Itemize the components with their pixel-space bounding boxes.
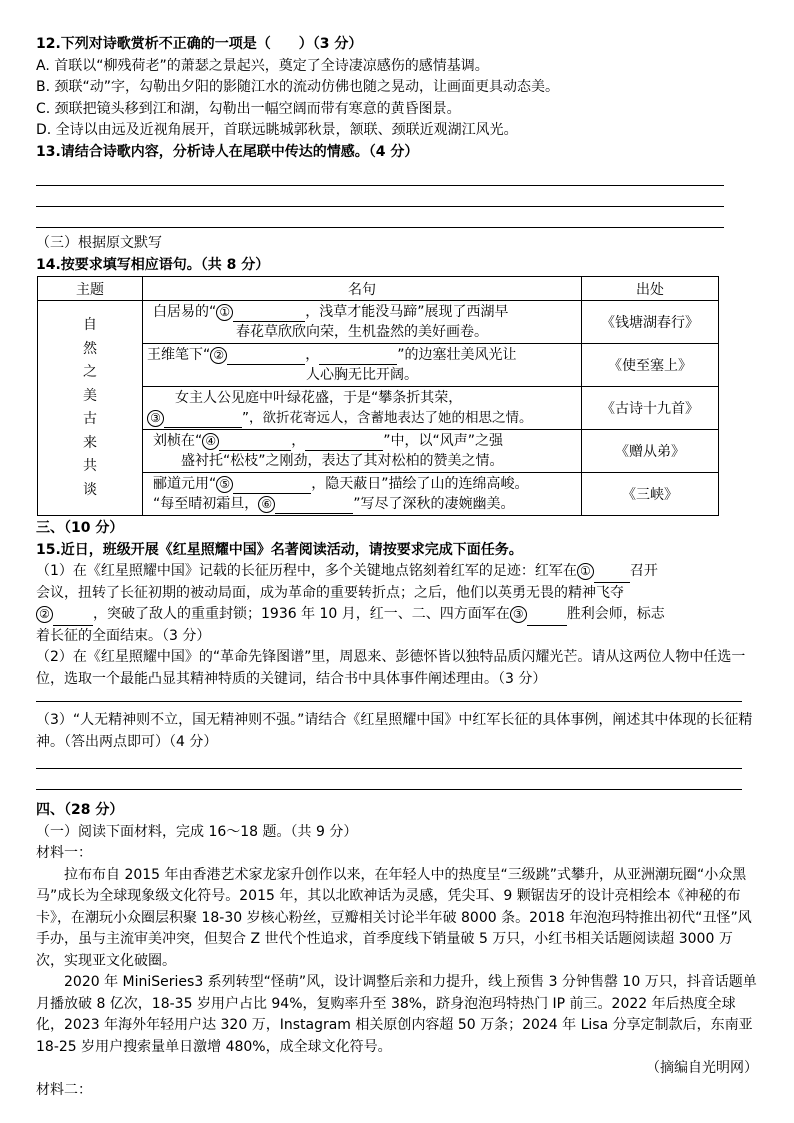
material-paragraph: 2020 年 MiniSeries3 系列转型“怪萌”风，设计调整后亲和力提升，线上预售 3 分钟售罄 10 万只，抖音话题单月播放破 8 亿次，18-35 岁用户占比 94%，复购率升至 38%，跻身泡泡玛特热门 IP 前三。2022 年后热度全球化，2023 年海外年轻用户达 320 万，Instagram 相关原创内容超 50 万条；2024 年 Lisa 分享定制款后，东南亚 18-25 岁用户搜索量单日激增 480%，成全球文化符号。 bbox=[36, 974, 757, 1055]
blank-3[interactable] bbox=[164, 412, 242, 428]
blank-2b[interactable] bbox=[319, 349, 397, 365]
q15-stem: 15.近日，班级开展《红星照耀中国》名著阅读活动，请按要求完成下面任务。 bbox=[36, 541, 523, 558]
topic-char: 谈 bbox=[83, 481, 97, 498]
blank-number: ⑤ bbox=[216, 476, 233, 493]
q15-part1: （1）在《红星照耀中国》记载的长征历程中，多个关键地点铭刻着红军的足迹：红军在 ① 召开 bbox=[36, 561, 758, 583]
source-cell: 《三峡》 bbox=[582, 473, 719, 516]
topic-char: 自 bbox=[83, 317, 97, 333]
sentence-cell: 郦道元用“ ⑤ ，隐天蔽日”描绘了山的连绵高峻。 “每至晴初霜旦， ⑥ ”写尽了深秋的凄婉幽美。 bbox=[143, 473, 582, 516]
q15-part3: （3）“人无精神则不立，国无精神则不强。”请结合《红星照耀中国》中红军长征的具体事例，阐述其中体现的长征精神。（答出两点即可）（4 分） bbox=[36, 712, 753, 750]
sentence-cell: 女主人公见庭中叶绿花盛，于是“攀条折其荣， ③ ”，欲折花寄远人，含蓄地表达了她的相思之情。 bbox=[143, 387, 582, 430]
sentence-cell: 白居易的“ ① ，浅草才能没马蹄”展现了西湖早 春花草欣欣向荣，生机盎然的美好画卷。 bbox=[143, 301, 582, 344]
section-heading: 四、（28 分） bbox=[36, 802, 124, 818]
blank-number: ③ bbox=[147, 410, 164, 427]
source-cell: 《古诗十九首》 bbox=[582, 387, 719, 430]
blank-number: ② bbox=[36, 606, 53, 623]
q14-stem: 14.按要求填写相应语句。（共 8 分） bbox=[36, 256, 270, 273]
source-cell: 《使至塞上》 bbox=[582, 344, 719, 387]
topic-char: 之 bbox=[83, 364, 97, 380]
q13-stem: 13.请结合诗歌内容，分析诗人在尾联中传达的情感。（4 分） bbox=[36, 143, 419, 160]
blank-number: ③ bbox=[510, 606, 527, 623]
sentence-cell: 王维笔下“ ② ， ”的边塞壮美风光让 人心胸无比开阔。 bbox=[143, 344, 582, 387]
section-heading: 三、（10 分） bbox=[36, 520, 124, 536]
blank-2a[interactable] bbox=[227, 349, 305, 365]
material-label: 材料一： bbox=[36, 845, 92, 861]
material-paragraph: 拉布布自 2015 年由香港艺术家龙家升创作以来，在年轻人中的热度呈“三级跳”式攀升，从亚洲潮玩圈“小众黑马”成长为全球现象级文化符号。2015 年，其以北欧神话为灵感，凭尖耳、9 颗锯齿牙的设计亮相绘本《神秘的布卡》，在潮玩小众圈层积聚 18-30 岁核心粉丝，豆瓣相关讨论半年破 8000 条。2018 年泡泡玛特推出初代“丑怪”风手办，虽与主流审美冲突，但契合 Z 世代个性追求，首季度线下销量破 5 万只，小红书相关话题阅读超 3000 万次，实现亚文化破圈。 bbox=[36, 866, 752, 969]
blank-4b[interactable] bbox=[305, 435, 383, 451]
q15-part1-cont: ② ，突破了敌人的重重封锁；1936 年 10 月，红一、二、四方面军在 ③ 胜利会师，标志 bbox=[36, 604, 758, 626]
material-label: 材料二： bbox=[36, 1081, 92, 1098]
blank-5[interactable] bbox=[233, 478, 311, 494]
material-source: （摘编自光明网） bbox=[646, 1060, 758, 1076]
q12-option-a: A. 首联以“柳残荷老”的萧瑟之景起兴，奠定了全诗凄凉感伤的感情基调。 bbox=[36, 57, 489, 74]
q12-option-d: D. 全诗以由远及近视角展开，首联远眺城郭秋景，颔联、颈联近观湖江风光。 bbox=[36, 122, 518, 138]
blank-number: ⑥ bbox=[258, 496, 275, 513]
blank-q15-2[interactable] bbox=[53, 610, 93, 626]
blank-q15-3[interactable] bbox=[527, 610, 567, 626]
section-heading: （三）根据原文默写 bbox=[36, 235, 162, 251]
topic-cell bbox=[38, 301, 143, 516]
header-source: 出处 bbox=[582, 277, 719, 301]
sentence-cell: 刘桢在“ ④ ， ”中，以“风声”之强 盛衬托“松枝”之刚劲，表达了其对松柏的赞美之情。 bbox=[143, 430, 582, 473]
q12-option-c: C. 颈联把镜头移到江和湖，勾勒出一幅空阔而带有寒意的黄昏图景。 bbox=[36, 100, 461, 117]
table-header-row bbox=[38, 277, 719, 301]
blank-number: ② bbox=[210, 347, 227, 364]
topic-char: 然 bbox=[83, 340, 97, 357]
table-row bbox=[38, 301, 719, 344]
topic-char: 来 bbox=[83, 434, 97, 451]
blank-6[interactable] bbox=[275, 498, 353, 514]
topic-char: 美 bbox=[83, 387, 97, 404]
q15-part1-cont: 着长征的全面结束。（3 分） bbox=[36, 627, 211, 644]
q12-stem: 12.下列对诗歌赏析不正确的一项是（ ）（3 分） bbox=[36, 36, 363, 52]
blank-4a[interactable] bbox=[219, 435, 291, 451]
exam-page bbox=[36, 34, 758, 1101]
q12-option-b: B. 颈联“动”字，勾勒出夕阳的影随江水的流动仿佛也随之晃动，让画面更具动态美。 bbox=[36, 79, 560, 95]
blank-number: ④ bbox=[202, 433, 219, 450]
subsection-heading: （一）阅读下面材料，完成 16～18 题。（共 9 分） bbox=[36, 823, 358, 840]
blank-q15-1[interactable] bbox=[594, 567, 630, 583]
q15-part1-cont: 会议，扭转了长征初期的被动局面，成为革命的重要转折点；之后，他们以英勇无畏的精神飞夺 bbox=[36, 584, 624, 601]
blank-number: ① bbox=[216, 304, 233, 321]
blank-1[interactable] bbox=[233, 306, 305, 322]
poem-table bbox=[37, 276, 719, 516]
q15-part2: （2）在《红星照耀中国》的“革命先锋图谱”里，周恩来、彭德怀皆以独特品质闪耀光芒。请从这两位人物中任选一位，选取一个最能凸显其精神特质的关键词，结合书中具体事件阐述理由。（3 分） bbox=[36, 649, 746, 687]
topic-char: 古 bbox=[83, 411, 97, 427]
source-cell: 《赠从弟》 bbox=[582, 430, 719, 473]
source-cell: 《钱塘湖春行》 bbox=[582, 301, 719, 344]
topic-char: 共 bbox=[83, 458, 97, 474]
header-topic: 主题 bbox=[38, 277, 143, 301]
header-sentence: 名句 bbox=[143, 277, 582, 301]
blank-number: ① bbox=[577, 563, 594, 580]
